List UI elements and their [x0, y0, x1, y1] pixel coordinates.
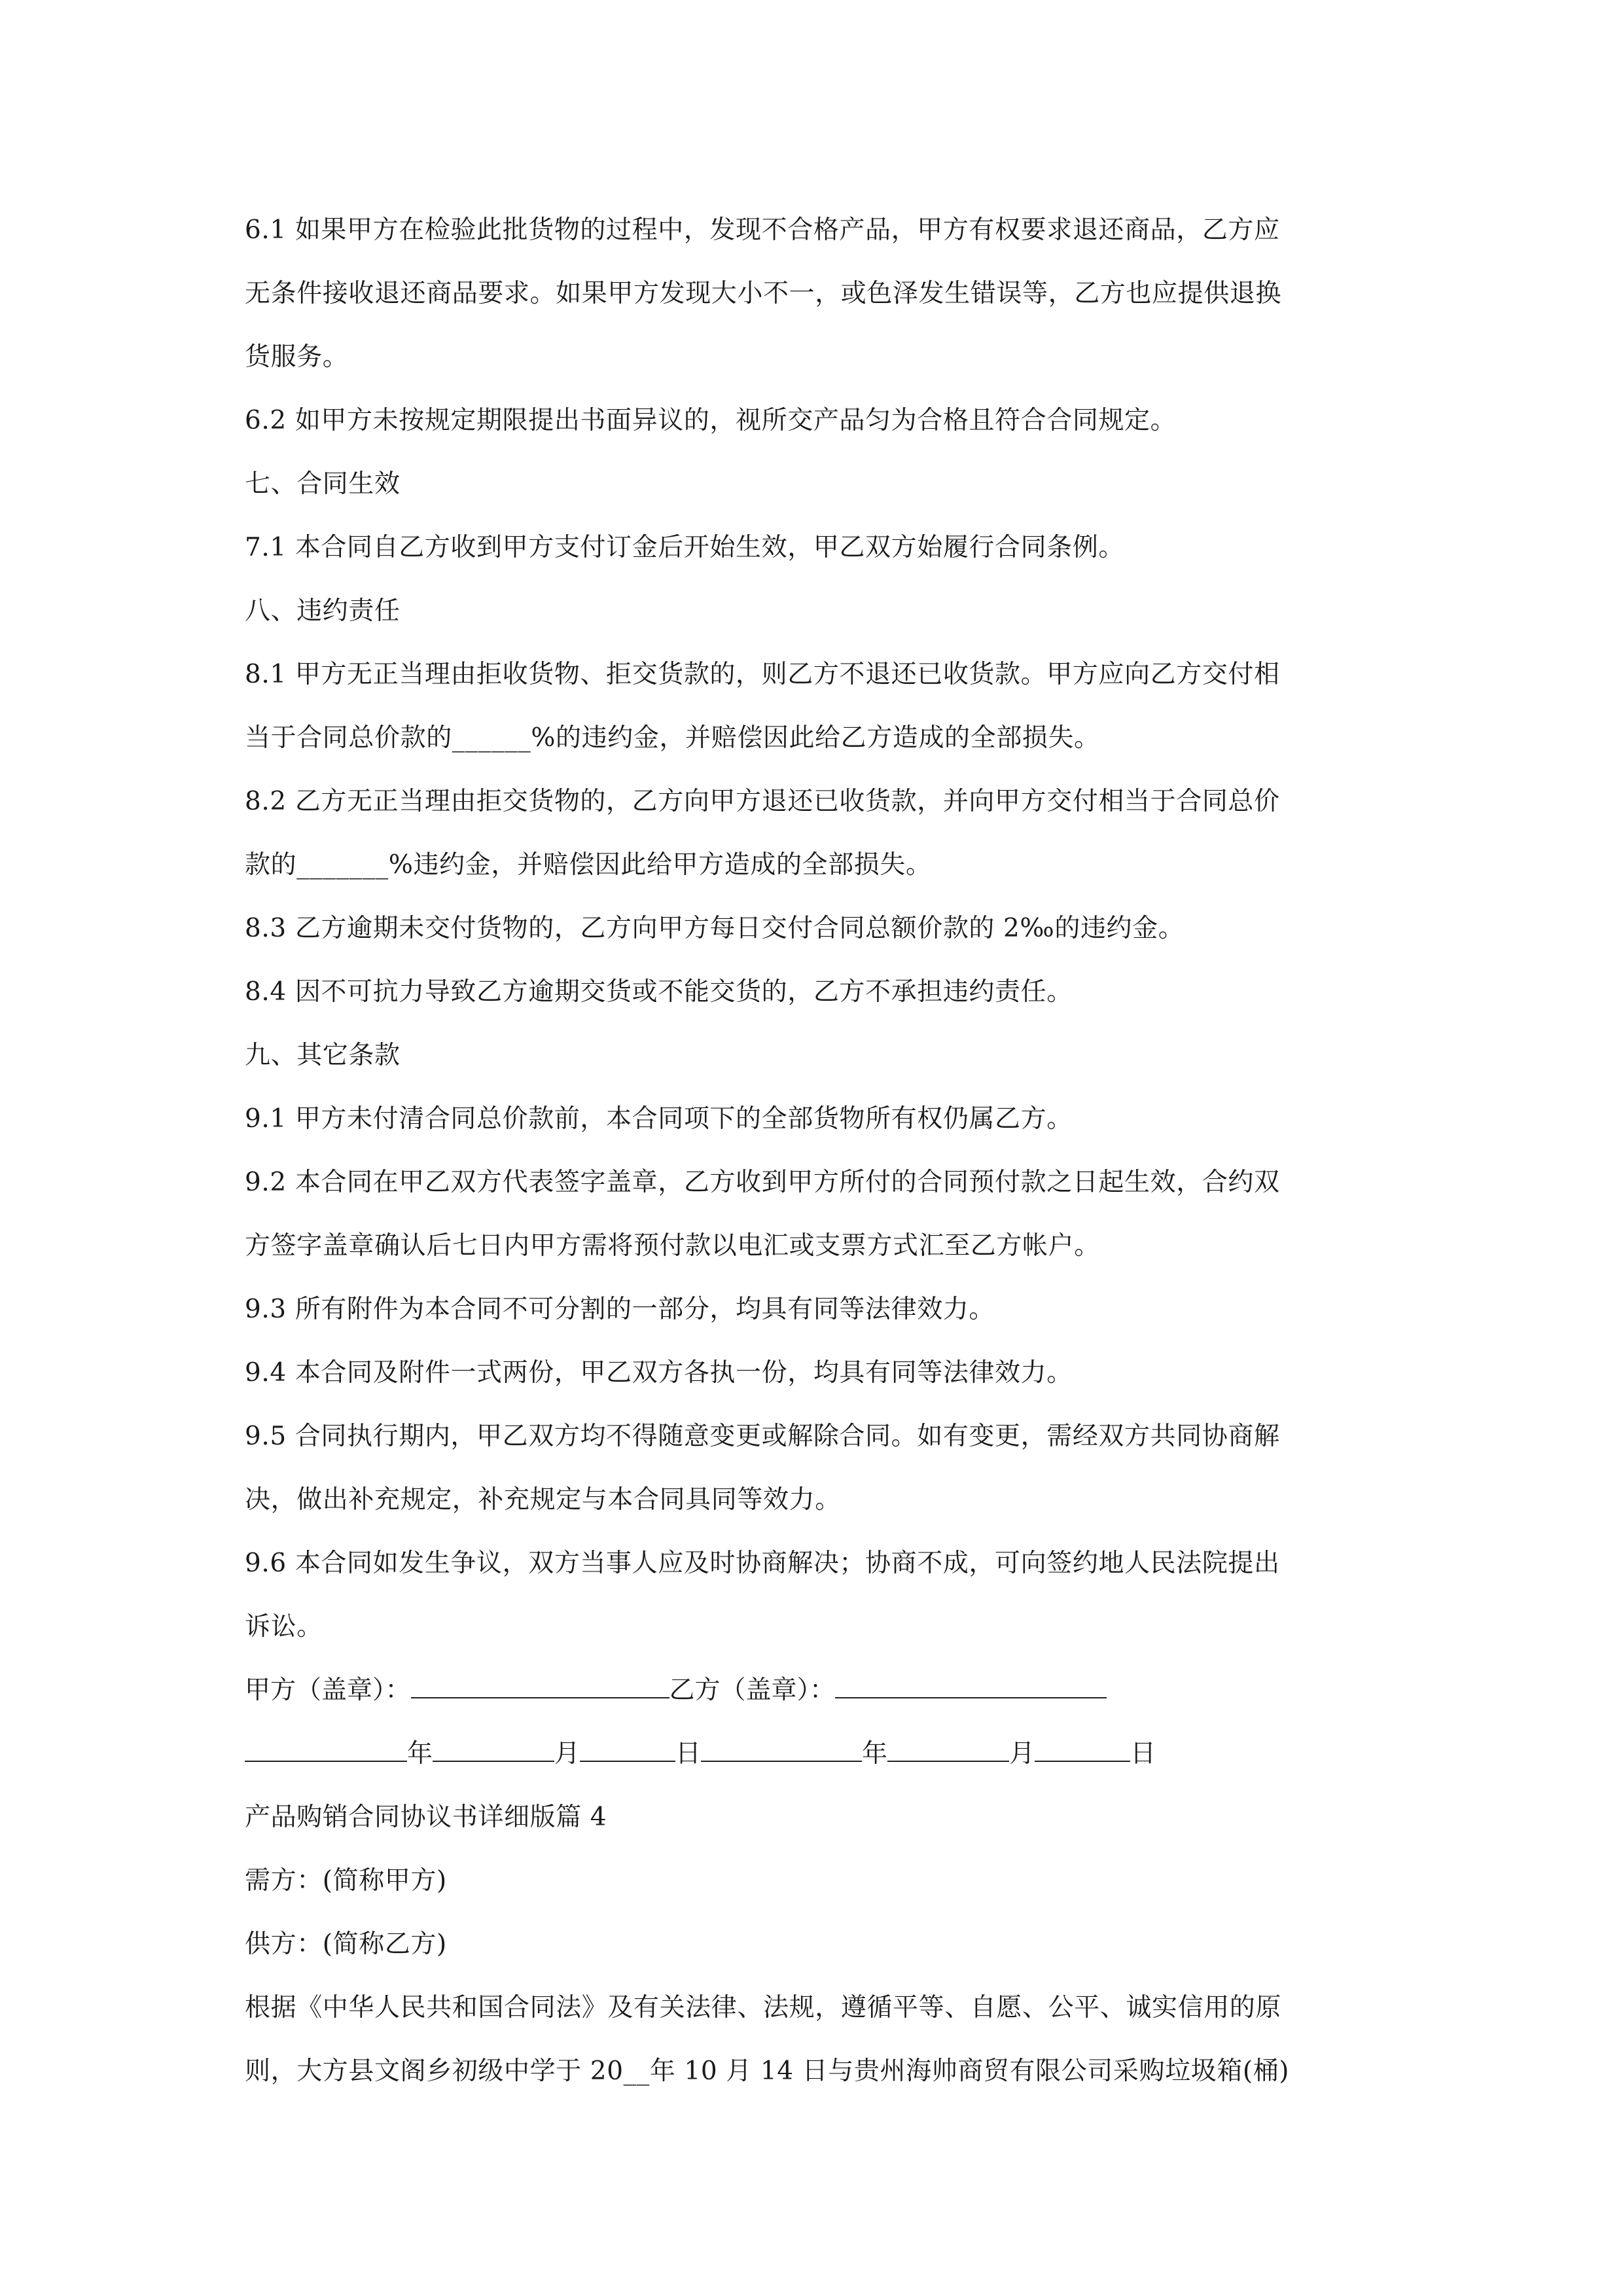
- clause-9-5-line-1: 9.5 合同执行期内，甲乙双方均不得随意变更或解除合同。如有变更，需经双方共同协商解: [245, 1422, 1280, 1451]
- party-a-seal-blank: [411, 1675, 669, 1698]
- clause-8-1-line-2: 当于合同总价款的______%的违约金，并赔偿因此给乙方造成的全部损失。: [245, 723, 1100, 753]
- year-label-b: 年: [862, 1739, 888, 1768]
- section-heading-9: 九、其它条款: [245, 1041, 401, 1070]
- clause-8-3: 8.3 乙方逾期未交付货物的，乙方向甲方每日交付合同总额价款的 2‰的违约金。: [245, 914, 1185, 943]
- day-label-b: 日: [1130, 1739, 1156, 1768]
- day-label-a: 日: [675, 1739, 702, 1768]
- clause-7-1: 7.1 本合同自乙方收到甲方支付订金后开始生效，甲乙双方始履行合同条例。: [245, 533, 1125, 562]
- clause-8-2-line-2: 款的_______%违约金，并赔偿因此给甲方造成的全部损失。: [245, 850, 932, 880]
- year-blank-a: [245, 1738, 407, 1762]
- year-blank-b: [701, 1738, 862, 1762]
- month-label-a: 月: [554, 1739, 580, 1768]
- month-blank-b: [887, 1738, 1009, 1762]
- year-label-a: 年: [407, 1739, 433, 1768]
- clause-6-1-line-1: 6.1 如果甲方在检验此批货物的过程中，发现不合格产品，甲方有权要求退还商品，乙方应: [245, 215, 1280, 245]
- section-heading-7: 七、合同生效: [245, 469, 401, 499]
- clause-8-4: 8.4 因不可抗力导致乙方逾期交货或不能交货的，乙方不承担违约责任。: [245, 977, 1073, 1007]
- clause-9-2-line-2: 方签字盖章确认后七日内甲方需将预付款以电汇或支票方式汇至乙方帐户。: [245, 1231, 1100, 1261]
- clause-9-3: 9.3 所有附件为本合同不可分割的一部分，均具有同等法律效力。: [245, 1295, 995, 1324]
- clause-6-2: 6.2 如甲方未按规定期限提出书面异议的，视所交产品匀为合格且符合合同规定。: [245, 406, 1177, 435]
- buyer-line: 需方：(简称甲方): [245, 1866, 447, 1895]
- supplier-line: 供方：(简称乙方): [245, 1929, 447, 1959]
- party-a-seal-label: 甲方（盖章）：: [245, 1676, 411, 1705]
- clause-9-1: 9.1 甲方未付清合同总价款前，本合同项下的全部货物所有权仍属乙方。: [245, 1104, 1073, 1134]
- article-title-4: 产品购销合同协议书详细版篇 4: [245, 1803, 607, 1832]
- day-blank-b: [1035, 1738, 1130, 1762]
- clause-6-1-line-3: 货服务。: [245, 342, 349, 372]
- preamble-line-1: 根据《中华人民共和国合同法》及有关法律、法规，遵循平等、自愿、公平、诚实信用的原: [245, 1993, 1282, 2022]
- clause-9-2-line-1: 9.2 本合同在甲乙双方代表签字盖章，乙方收到甲方所付的合同预付款之日起生效，合约双: [245, 1168, 1280, 1197]
- clause-9-6-line-2: 诉讼。: [245, 1612, 323, 1641]
- clause-8-2-line-1: 8.2 乙方无正当理由拒交货物的，乙方向甲方退还已收货款，并向甲方交付相当于合同总价: [245, 787, 1280, 816]
- clause-9-5-line-2: 决，做出补充规定，补充规定与本合同具同等效力。: [245, 1485, 841, 1515]
- clause-8-1-line-1: 8.1 甲方无正当理由拒收货物、拒交货款的，则乙方不退还已收货款。甲方应向乙方交付相: [245, 660, 1280, 689]
- signature-date-line: [245, 1734, 1156, 1774]
- day-blank-a: [580, 1738, 675, 1762]
- preamble-line-2: 则，大方县文阁乡初级中学于 20__年 10 月 14 日与贵州海帅商贸有限公司采购垃圾箱(桶): [245, 2056, 1290, 2086]
- section-heading-8: 八、违约责任: [245, 596, 401, 626]
- clause-9-4: 9.4 本合同及附件一式两份，甲乙双方各执一份，均具有同等法律效力。: [245, 1358, 1073, 1388]
- month-label-b: 月: [1009, 1739, 1035, 1768]
- party-b-seal-blank: [835, 1675, 1107, 1698]
- party-b-seal-label: 乙方（盖章）：: [669, 1676, 836, 1705]
- clause-9-6-line-1: 9.6 本合同如发生争议，双方当事人应及时协商解决；协商不成，可向签约地人民法院提出: [245, 1549, 1280, 1578]
- signature-parties-line: [245, 1671, 1107, 1710]
- clause-6-1-line-2: 无条件接收退还商品要求。如果甲方发现大小不一，或色泽发生错误等，乙方也应提供退换: [245, 279, 1282, 308]
- month-blank-a: [433, 1738, 554, 1762]
